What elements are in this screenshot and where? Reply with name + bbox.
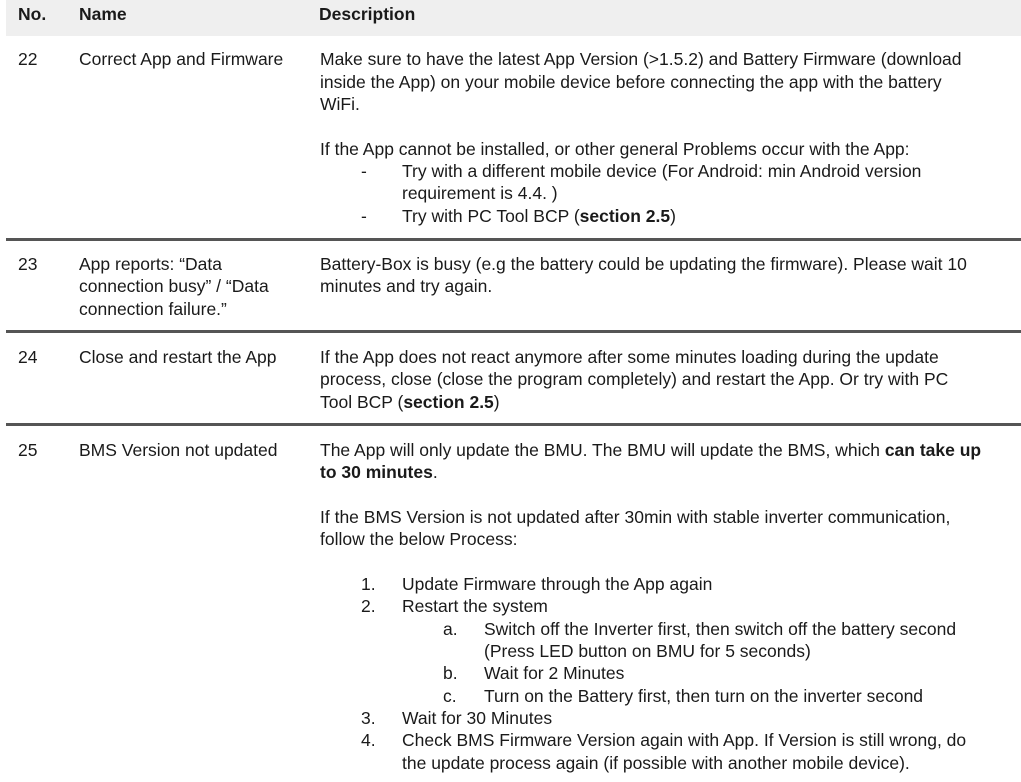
row-description-line: Tool BCP (section 2.5) [320, 392, 500, 412]
row-number: 25 [18, 440, 38, 460]
step-marker: 3. [361, 708, 376, 728]
row-number: 23 [18, 254, 38, 274]
substep-marker: a. [443, 619, 458, 639]
row-divider [6, 238, 1021, 241]
row-name: BMS Version not updated [79, 440, 278, 460]
row-name: Close and restart the App [79, 347, 277, 367]
table-header [6, 0, 1021, 36]
row-name: connection busy” / “Data [79, 276, 269, 296]
step-marker: 1. [361, 574, 376, 594]
header-description: Description [319, 4, 416, 24]
step-text: Restart the system [402, 596, 548, 616]
row-description-line: If the App does not react anymore after some minutes loading during the update [320, 347, 939, 367]
row-description-line: process, close (close the program completely) and restart the App. Or try with PC [320, 369, 949, 389]
row-description-line: to 30 minutes. [320, 462, 438, 482]
substep-text: Wait for 2 Minutes [484, 663, 625, 683]
substep-text: Switch off the Inverter first, then switch off the battery second [484, 619, 957, 639]
header-no: No. [18, 4, 47, 24]
substep-marker: c. [443, 686, 457, 706]
step-text: Check BMS Firmware Version again with App. If Version is still wrong, do [402, 730, 967, 750]
step-text: the update process again (if possible with another mobile device). [402, 753, 910, 773]
row-description-line: inside the App) on your mobile device before connecting the app with the battery [320, 72, 942, 92]
row-description-line: minutes and try again. [320, 276, 493, 296]
section-reference: section 2.5 [403, 392, 494, 412]
step-text: Update Firmware through the App again [402, 574, 713, 594]
row-description-line: The App will only update the BMU. The BMU will update the BMS, which can take up [320, 440, 982, 460]
row-description-line: WiFi. [320, 94, 360, 114]
row-description-line: Make sure to have the latest App Version (>1.5.2) and Battery Firmware (download [320, 49, 962, 69]
emphasis-text: can take up [884, 440, 982, 460]
row-description-line: If the BMS Version is not updated after 30min with stable inverter communication, [320, 507, 951, 527]
step-text: Wait for 30 Minutes [402, 708, 553, 728]
bullet-marker: - [361, 206, 367, 226]
row-description-line: If the App cannot be installed, or other general Problems occur with the App: [320, 139, 910, 159]
row-name: Correct App and Firmware [79, 49, 284, 69]
section-reference: section 2.5 [579, 206, 671, 226]
row-divider [6, 330, 1021, 333]
row-description-line: Battery-Box is busy (e.g the battery could be updating the firmware). Please wait 10 [320, 254, 967, 274]
bullet-text: Try with a different mobile device (For Android: min Android version [402, 161, 922, 181]
substep-text: Turn on the Battery first, then turn on the inverter second [484, 686, 924, 706]
substep-marker: b. [443, 663, 458, 683]
bullet-marker: - [361, 161, 367, 181]
step-marker: 4. [361, 730, 376, 750]
emphasis-text: to 30 minutes [320, 462, 433, 482]
header-name: Name [79, 4, 127, 24]
row-number: 22 [18, 49, 38, 69]
row-divider [6, 423, 1021, 426]
bullet-text: requirement is 4.4. ) [402, 183, 558, 203]
row-name: connection failure.” [79, 299, 227, 319]
row-number: 24 [18, 347, 38, 367]
step-marker: 2. [361, 596, 376, 616]
bullet-text: Try with PC Tool BCP (section 2.5) [402, 206, 676, 226]
substep-text: (Press LED button on BMU for 5 seconds) [484, 641, 811, 661]
row-description-line: follow the below Process: [320, 529, 518, 549]
row-name: App reports: “Data [79, 254, 222, 274]
